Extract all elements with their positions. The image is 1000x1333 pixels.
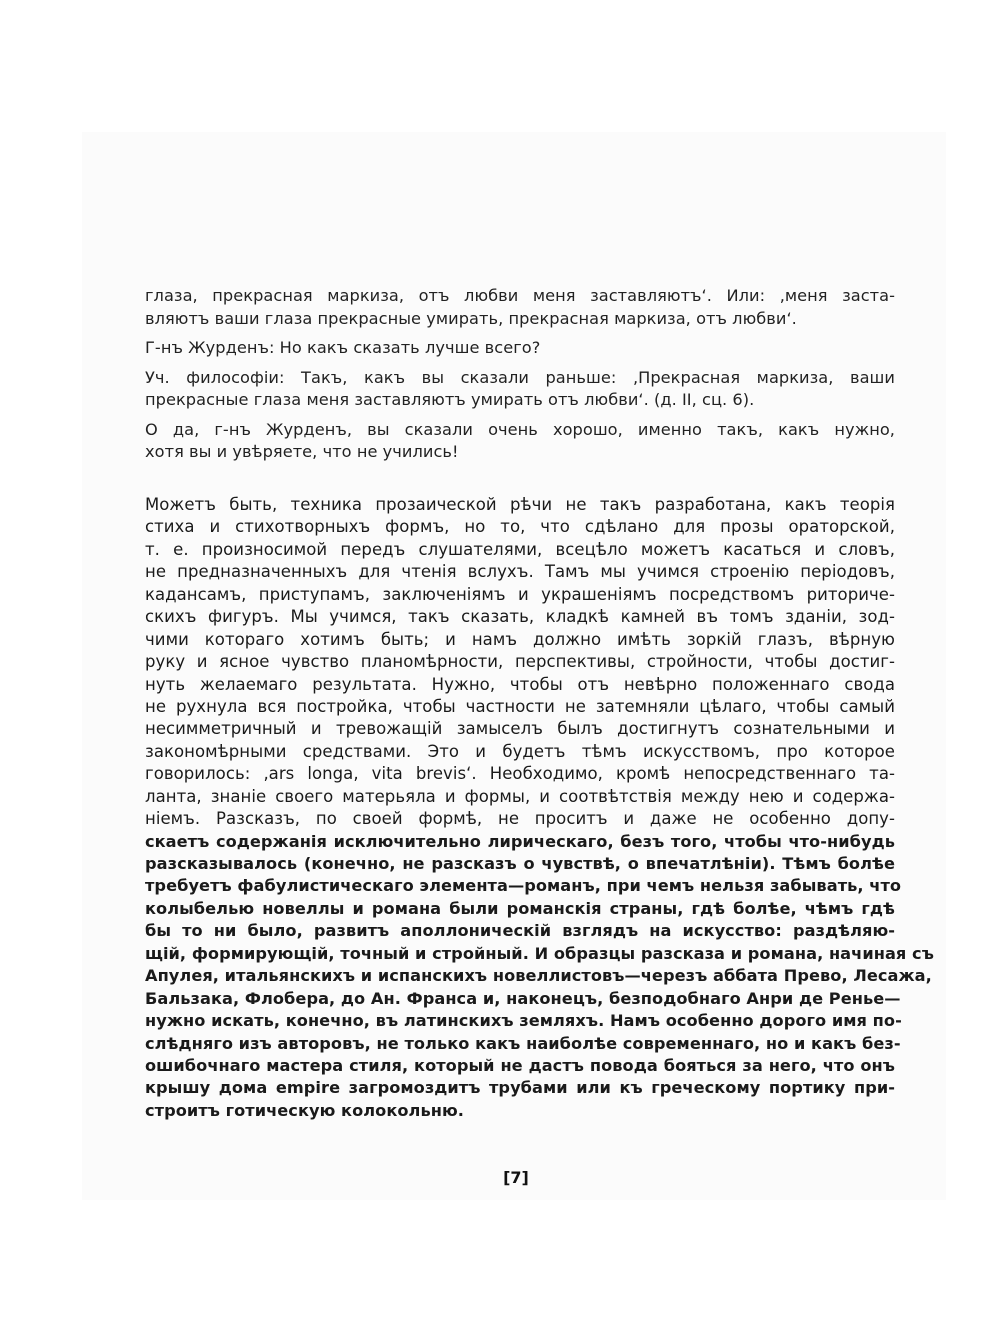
text-line: Бальзака, Флобера, до Ан. Франса и, наконецъ, безподобнаго Анри де Ренье— (145, 988, 901, 1008)
text-line: требуетъ фабулистическаго элемента—романъ, при чемъ нельзя забывать, что (145, 876, 902, 896)
text-line: Г-нъ Журденъ: Но какъ сказать лучше всего? (145, 338, 541, 357)
text-line: говорилось: ‚ars longa, vita brevis‘. Необходимо, кромѣ непосредственнаго та- (145, 764, 895, 784)
text-line: кадансамъ, приступамъ, заключенiямъ и украшенiямъ посредствомъ риториче- (145, 584, 895, 604)
text-line: руку и ясное чувство планомѣрности, перспективы, стройности, чтобы достиг- (145, 652, 895, 672)
text-line: не рухнула вся постройка, чтобы частности не затемняли цѣлаго, чтобы самый (145, 696, 895, 716)
text-line: прекрасные глаза меня заставляютъ умирать отъ любви‘. (д. II, сц. 6). (145, 390, 755, 409)
text-line: Апулея, итальянскихъ и испанскихъ новеллистовъ—черезъ аббата Прево, Лесажа, (145, 966, 932, 986)
text-line: вляютъ ваши глаза прекрасные умирать, прекрасная маркиза, отъ любви‘. (145, 308, 797, 328)
text-line: скаетъ содержанiя исключительно лирическаго, безъ того, чтобы что-нибудь (145, 831, 895, 851)
text-line: щiй, формирующiй, точный и стройный. И образцы разсказа и романа, начиная съ (145, 943, 934, 963)
text-line: Можетъ быть, техника прозаической рѣчи не такъ разработана, какъ теорія (145, 495, 895, 514)
text-line: несимметричный и тревожащiй замыселъ былъ достигнутъ сознательными и (145, 719, 895, 739)
main-paragraph (145, 494, 934, 1122)
text-line: не предназначенныхъ для чтенія вслухъ. Тамъ мы учимся строенiю перiодовъ, (145, 562, 895, 582)
paragraph-gap (145, 330, 895, 337)
paragraph-gap (145, 360, 895, 367)
text-line: стиха и стихотворныхъ формъ, но то, что сдѣлано для прозы ораторской, (145, 517, 895, 537)
text-line: глаза, прекрасная маркиза, отъ любви меня заставляютъ‘. Или: ‚меня заста- (145, 286, 895, 305)
page-number: [7] (503, 1168, 529, 1187)
text-line: ланта, знанiе своего матерьяла и формы, и соотвѣтствiя между нею и содержа- (145, 786, 895, 806)
dialogue-passage (145, 285, 895, 464)
text-line: нуть желаемаго результата. Нужно, чтобы отъ невѣрно положеннаго свода (145, 674, 895, 694)
text-line: нiемъ. Разсказъ, по своей формѣ, не проситъ и даже не особенно допу- (145, 809, 895, 829)
text-line: т. е. произносимой передъ слушателями, всецѣло можетъ касаться и словъ, (145, 539, 895, 559)
text-line: чими котораго хотимъ быть; и намъ должно имѣть зоркiй глазъ, вѣрную (145, 629, 895, 649)
text-line: колыбелью новеллы и романа были романскiя страны, гдѣ болѣе, чѣмъ гдѣ (145, 898, 895, 918)
text-line: закономѣрными средствами. Это и будетъ тѣмъ искусствомъ, про которое (145, 741, 895, 761)
text-line: О да, г-нъ Журденъ, вы сказали очень хорошо, именно такъ, какъ нужно, (145, 419, 895, 439)
text-line: слѣдняго изъ авторовъ, не только какъ наиболѣе современнаго, но и какъ без- (145, 1033, 901, 1053)
text-line: хотя вы и увѣряете, что не учились! (145, 442, 459, 461)
text-line: скихъ фигуръ. Мы учимся, такъ сказать, кладкѣ камней въ томъ зданiи, зод- (145, 607, 895, 627)
text-line: крышу дома empire загромоздитъ трубами или къ греческому портику при- (145, 1078, 895, 1098)
paragraph-gap (145, 412, 895, 419)
text-line: нужно искать, конечно, въ латинскихъ земляхъ. Намъ особенно дорого имя по- (145, 1011, 902, 1031)
text-line: бы то ни было, развитъ аполлоническiй взглядъ на искусство: раздѣляю- (145, 921, 895, 941)
text-line: строитъ готическую колокольню. (145, 1100, 464, 1120)
text-line: разсказывалось (конечно, не разсказъ о чувствѣ, о впечатлѣнiи). Тѣмъ болѣе (145, 854, 895, 873)
text-line: ошибочнаго мастера стиля, который не дастъ повода бояться за него, что онъ (145, 1055, 895, 1075)
text-line: Уч. философiи: Такъ, какъ вы сказали раньше: ‚Прекрасная маркиза, ваши (145, 367, 895, 387)
